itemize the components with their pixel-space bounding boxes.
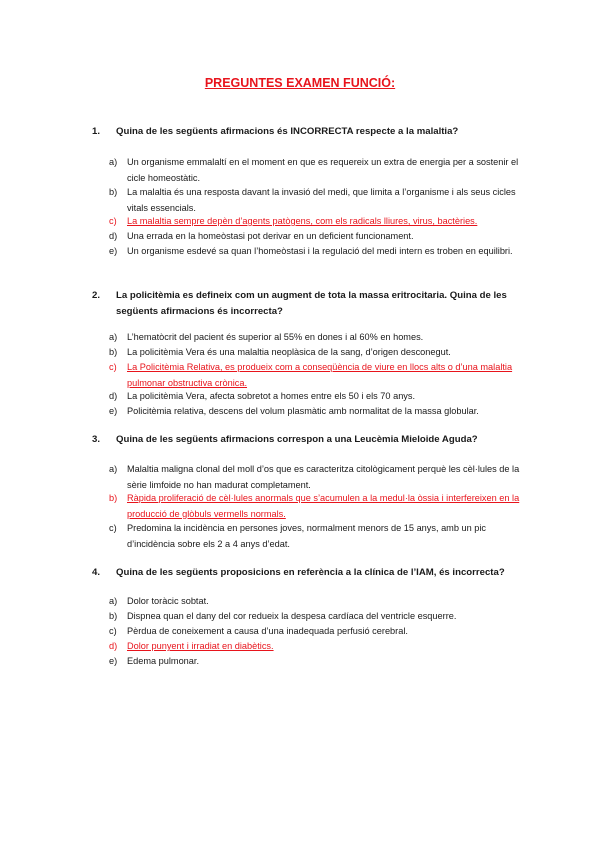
question-number: 3.: [92, 434, 101, 445]
option-letter: c): [109, 362, 117, 372]
option-letter: b): [109, 493, 118, 503]
option-text: Un organisme emmalaltí en el moment en que es requereix un extra de energia per a sostenir el cicle homeostàtic.: [127, 157, 519, 183]
option-text: Ràpida proliferació de cèl·lules anormals que s’acumulen a la medul·la òssia i interfereixen en la producció de glòbuls vermells normals.: [127, 493, 520, 519]
option-letter: e): [109, 406, 118, 416]
option-text: L’hematòcrit del pacient és superior al 55% en dones i al 60% en homes.: [127, 332, 424, 342]
option-text: La policitèmia Vera és una malaltia neoplàsica de la sang, d’origen desconegut.: [127, 347, 451, 357]
option-letter: e): [109, 656, 118, 666]
question-number: 1.: [92, 126, 101, 137]
question-text: Quina de les següents afirmacions correspon a una Leucèmia Mieloide Aguda?: [116, 434, 478, 445]
option-text: Predomina la incidència en persones joves, normalment menors de 15 anys, amb un pic d’incidència sobre els 2 a 4 anys d’edat.: [127, 523, 487, 549]
option-text: La malaltia sempre depèn d’agents patògens, com els radicals lliures, virus, bactèries.: [127, 216, 478, 226]
option-text: Un organisme esdevé sa quan l’homeòstasi i la regulació del medi intern es troben en equilibri.: [127, 246, 513, 256]
option-text: Pèrdua de coneixement a causa d’una inadequada perfusió cerebral.: [127, 626, 408, 636]
option-letter: d): [109, 641, 118, 651]
option-letter: c): [109, 216, 117, 226]
page-title: PREGUNTES EXAMEN FUNCIÓ:: [204, 76, 396, 90]
option-letter: c): [109, 626, 117, 636]
option-text: La Policitèmia Relativa, es produeix com a conseqüència de viure en llocs alts o d’una malaltia pulmonar obstructiva crònica.: [127, 362, 513, 388]
question-number: 4.: [92, 567, 101, 578]
question-text: Quina de les següents proposicions en referència a la clínica de l’IAM, és incorrecta?: [116, 567, 505, 578]
option-letter: d): [109, 231, 118, 241]
option-letter: b): [109, 187, 118, 197]
option-text: La malaltia és una resposta davant la invasió del medi, que limita a l’organisme i als seus cicles vitals essencials.: [127, 187, 516, 213]
option-text: Dolor toràcic sobtat.: [127, 596, 209, 606]
option-text: Malaltia maligna clonal del moll d’os que es caracteritza citològicament perquè les cèl·lules de la sèrie limfoide no han madurat completament.: [127, 464, 520, 490]
option-letter: a): [109, 332, 118, 342]
option-text: Dispnea quan el dany del cor redueix la despesa cardíaca del ventricle esquerre.: [127, 611, 457, 621]
option-letter: b): [109, 611, 118, 621]
option-text: Dolor punyent i irradiat en diabètics.: [127, 641, 274, 651]
option-text: Policitèmia relativa, descens del volum plasmàtic amb normalitat de la massa globular.: [127, 406, 479, 416]
option-letter: a): [109, 596, 118, 606]
option-text: La policitèmia Vera, afecta sobretot a homes entre els 50 i els 70 anys.: [127, 391, 416, 401]
option-letter: c): [109, 523, 117, 533]
option-letter: b): [109, 347, 118, 357]
option-letter: d): [109, 391, 118, 401]
option-text: Una errada en la homeòstasi pot derivar en un deficient funcionament.: [127, 231, 414, 241]
question-text: Quina de les següents afirmacions és INCORRECTA respecte a la malaltia?: [116, 126, 459, 137]
option-text: Edema pulmonar.: [127, 656, 200, 666]
question-text: La policitèmia es defineix com un augment de tota la massa eritrocitaria. Quina de les següents afirmacions és incorrecta?: [116, 290, 507, 317]
option-letter: e): [109, 246, 118, 256]
question-number: 2.: [92, 290, 101, 301]
option-letter: a): [109, 157, 118, 167]
option-letter: a): [109, 464, 118, 474]
